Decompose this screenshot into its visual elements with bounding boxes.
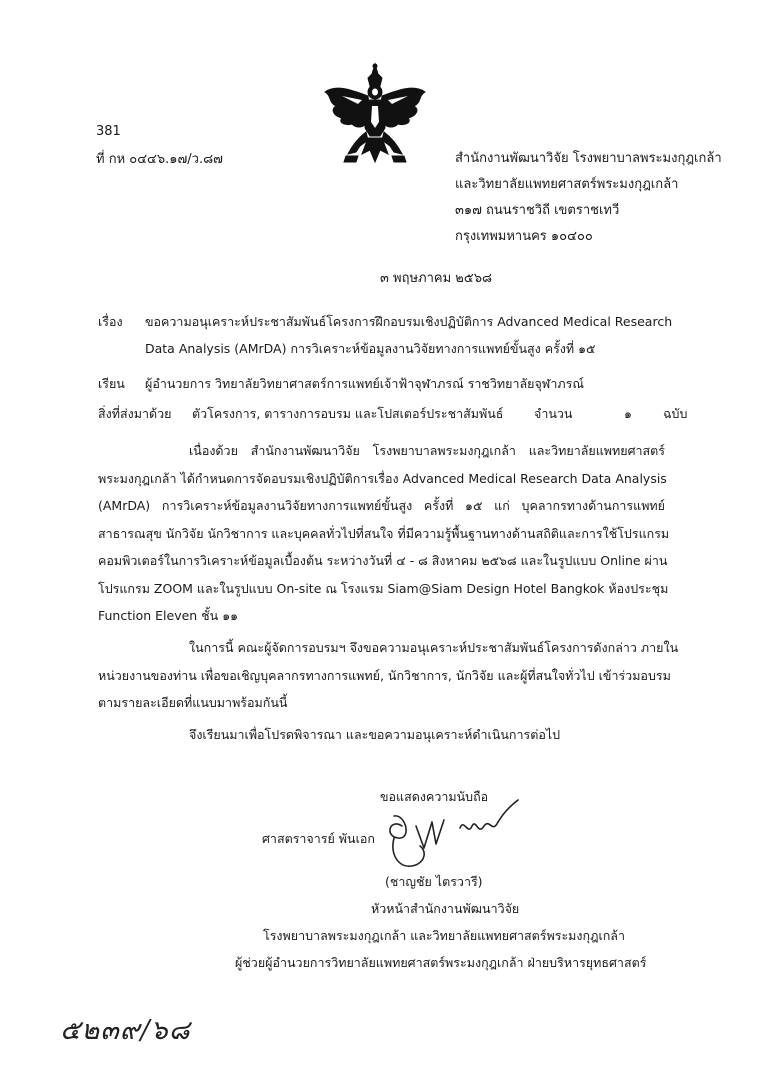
signer-name: (ชาญชัย ไตรวารี): [385, 874, 483, 889]
paragraph-1-line: (AMrDA) การวิเคราะห์ข้อมูลงานวิจัยทางการแพทย์ขั้นสูง ครั้งที่ ๑๕ แก่ บุคลากรทางด้านการแพทย์: [98, 498, 665, 513]
address-line-4: กรุงเทพมหานคร ๑๐๔๐๐: [455, 229, 593, 244]
subject-line-2: Data Analysis (AMrDA) การวิเคราะห์ข้อมูลงานวิจัยทางการแพทย์ขั้นสูง ครั้งที่ ๑๕: [145, 341, 596, 356]
enclosure-text: ตัวโครงการ, ตารางการอบรม และโปสเตอร์ประชาสัมพันธ์: [192, 406, 504, 421]
address-line-1: สำนักงานพัฒนาวิจัย โรงพยาบาลพระมงกุฎเกล้า: [455, 151, 722, 166]
document-number: 381: [96, 124, 121, 139]
garuda-emblem: [322, 62, 428, 168]
recipient-label: เรียน: [98, 376, 125, 391]
reference-number: ที่ กห ๐๔๔๖.๑๗/ว.๘๗: [96, 152, 223, 167]
enclosure-count-label: จำนวน: [534, 406, 573, 421]
subject-label: เรื่อง: [98, 314, 123, 329]
paragraph-1-line: เนื่องด้วย สำนักงานพัฒนาวิจัย โรงพยาบาลพระมงกุฎเกล้า และวิทยาลัยแพทยศาสตร์: [189, 443, 665, 458]
signer-title-1: หัวหน้าสำนักงานพัฒนาวิจัย: [371, 901, 520, 916]
address-line-3: ๓๑๗ ถนนราชวิถี เขตราชเทวี: [455, 203, 620, 218]
paragraph-2-line: หน่วยงานของท่าน เพื่อขอเชิญบุคลากรทางการแพทย์, นักวิชาการ, นักวิจัย และผู้ที่สนใจทั่วไป เข้าร่วมอบรม: [98, 667, 671, 683]
paragraph-2-line: ในการนี้ คณะผู้จัดการอบรมฯ จึงขอความอนุเคราะห์ประชาสัมพันธ์โครงการดังกล่าว ภายใน: [189, 640, 679, 655]
signer-title-3: ผู้ช่วยผู้อำนวยการวิทยาลัยแพทยศาสตร์พระมงกุฎเกล้า ฝ่ายบริหารยุทธศาสตร์: [235, 955, 647, 970]
enclosure-unit: ฉบับ: [663, 406, 688, 421]
signer-rank: ศาสตราจารย์ พันเอก: [262, 831, 375, 846]
salutation: ขอแสดงความนับถือ: [380, 789, 489, 804]
body-paragraph-1: [98, 437, 670, 630]
recipient-text: ผู้อำนวยการ วิทยาลัยวิทยาศาสตร์การแพทย์เจ้าฟ้าจุฬาภรณ์ ราชวิทยาลัยจุฬาภรณ์: [145, 376, 584, 391]
enclosure-count: ๑: [624, 406, 632, 421]
enclosure-label: สิ่งที่ส่งมาด้วย: [98, 406, 172, 421]
paragraph-1-line: สาธารณสุข นักวิจัย นักวิชาการ และบุคคลทั่วไปที่สนใจ ที่มีความรู้พื้นฐานทางด้านสถิติและการใช้โปรแกรม: [98, 525, 670, 541]
paragraph-1-line: พระมงกุฎเกล้า ได้กำหนดการจัดอบรมเชิงปฏิบัติการเรื่อง Advanced Medical Research Data Analysis: [98, 470, 667, 486]
handwritten-receipt-number: ๕๒๓๙/๖๘: [60, 1015, 191, 1046]
paragraph-2-line: ตามรายละเอียดที่แนบมาพร้อมกันนี้: [98, 695, 288, 710]
letter-date: ๓ พฤษภาคม ๒๕๖๘: [380, 271, 492, 286]
paragraph-1-line: Function Eleven ชั้น ๑๑: [98, 608, 239, 623]
handwritten-signature: [372, 796, 522, 876]
paragraph-1-line: โปรแกรม ZOOM และในรูปแบบ On-site ณ โรงแรม Siam@Siam Design Hotel Bangkok ห้องประชุม: [98, 580, 669, 596]
paragraph-1-line: คอมพิวเตอร์ในการวิเคราะห์ข้อมูลเบื้องต้น ระหว่างวันที่ ๔ - ๘ สิงหาคม ๒๕๖๘ และในรูปแบบ Online ผ่าน: [98, 553, 668, 568]
subject-line-1: ขอความอนุเคราะห์ประชาสัมพันธ์โครงการฝึกอบรมเชิงปฏิบัติการ Advanced Medical Research: [145, 314, 673, 329]
closing-sentence: จึงเรียนมาเพื่อโปรดพิจารณา และขอความอนุเคราะห์ดำเนินการต่อไป: [189, 727, 561, 742]
signer-title-2: โรงพยาบาลพระมงกุฎเกล้า และวิทยาลัยแพทยศาสตร์พระมงกุฎเกล้า: [263, 928, 625, 943]
body-paragraph-2: [98, 634, 679, 717]
address-line-2: และวิทยาลัยแพทยศาสตร์พระมงกุฎเกล้า: [455, 177, 679, 192]
